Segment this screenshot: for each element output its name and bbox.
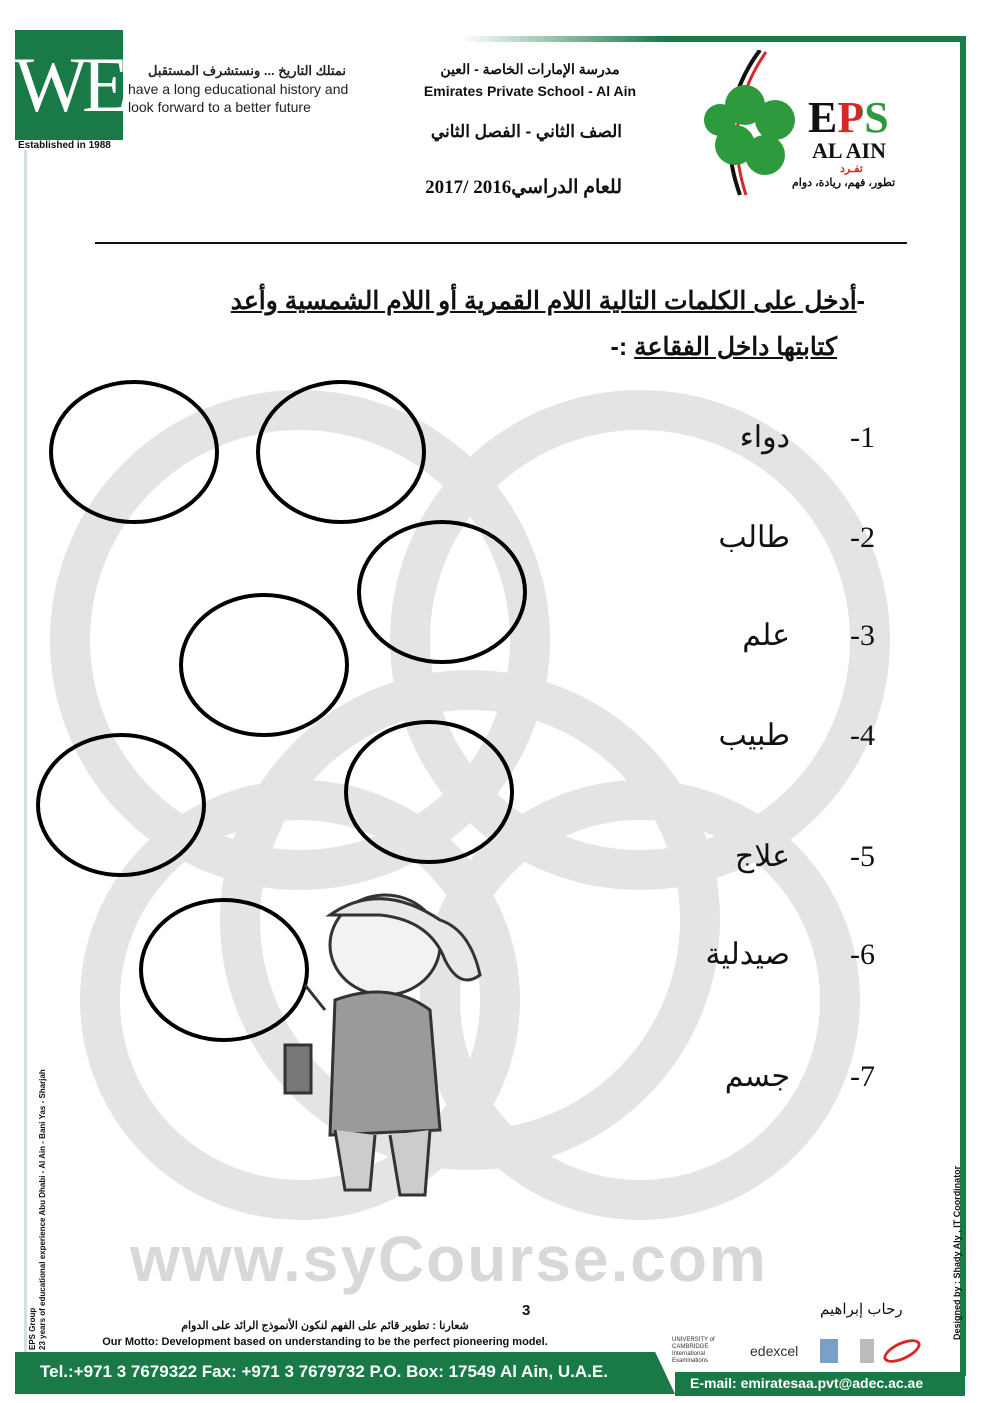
tagline-en-1: have a long educational history and xyxy=(128,81,349,97)
side-text-left xyxy=(28,1069,48,1350)
ministry-logo-icon xyxy=(860,1339,874,1363)
item-word: دواء xyxy=(739,421,790,454)
bubble-4 xyxy=(181,595,347,735)
item-word: طبيب xyxy=(718,719,790,752)
list-item xyxy=(600,718,890,753)
list-item xyxy=(600,1059,890,1094)
email: E-mail: emiratesaa.pvt@adec.ac.ae xyxy=(690,1375,924,1391)
school-name-en: Emirates Private School - Al Ain xyxy=(423,83,637,99)
academic-year: للعام الدراسي2016 /2017 xyxy=(425,177,622,198)
instruction-line-2: كتابتها داخل الفقاعة xyxy=(634,333,837,361)
bubble-6 xyxy=(346,722,512,862)
established-text: Established in 1988 xyxy=(18,140,111,151)
bubble-7 xyxy=(141,900,307,1040)
eps-text: EPS xyxy=(808,93,889,142)
tagline-ar: نمتلك التاريخ ... ونستشرف المستقبل xyxy=(148,63,346,78)
motto-ar: شعارنا : تطوير قائم على الفهم لنكون الأنموذج الرائد على الدوام xyxy=(181,1320,469,1332)
bubble-2 xyxy=(258,382,424,522)
page-number: 3 xyxy=(522,1302,531,1319)
contact-info: Tel.:+971 3 7679322 Fax: +971 3 7679732 P.O. Box: 17549 Al Ain, U.A.E. xyxy=(40,1362,608,1381)
item-number: -3 xyxy=(850,618,875,652)
item-number: -4 xyxy=(850,718,875,752)
side-text-right: Designed by : Shady Aly , IT Coordinator xyxy=(952,1165,962,1340)
item-number: -1 xyxy=(850,420,875,454)
list-item xyxy=(600,839,890,874)
cambridge-logo: UNIVERSITY of CAMBRIDGE International Examinations xyxy=(672,1337,715,1364)
adec-logo-icon xyxy=(820,1339,838,1363)
item-word: جسم xyxy=(724,1060,790,1093)
motto-en: Our Motto: Development based on understanding to be the perfect pioneering model. xyxy=(102,1336,548,1348)
grade-title: الصف الثاني - الفصل الثاني xyxy=(430,122,622,141)
tagline-en-2: look forward to a better future xyxy=(128,99,311,115)
item-number: -7 xyxy=(850,1059,875,1093)
al-ain-text: AL AIN xyxy=(812,138,886,163)
swoosh-logo-icon xyxy=(880,1334,924,1367)
watermark-text: www.syCourse.com xyxy=(130,1223,768,1295)
bubble-1 xyxy=(51,382,217,522)
item-word: صيدلية xyxy=(705,938,790,971)
instruction-prefix: - xyxy=(856,287,865,315)
side-left-1: EPS Group xyxy=(28,1307,37,1350)
slogan-2: تطور، فهم، ريادة، دوام xyxy=(792,177,896,189)
we-logo: WE xyxy=(15,30,123,140)
list-item xyxy=(600,937,890,972)
edexcel-logo: edexcel xyxy=(750,1343,799,1359)
side-left-2: 23 years of educational experience Abu Dhabi - Al Ain - Bani Yas - Sharjah xyxy=(38,1069,47,1350)
list-item xyxy=(600,420,890,455)
instruction-suffix: :- xyxy=(610,333,635,361)
item-number: -5 xyxy=(850,839,875,873)
instruction-line-1: أدخل على الكلمات التالية اللام القمرية أو اللام الشمسية وأعد xyxy=(230,287,857,315)
author-name: رحاب إبراهيم xyxy=(820,1301,903,1318)
motto xyxy=(100,1318,550,1350)
item-word: علاج xyxy=(734,840,790,873)
slogan-1: تفـرد xyxy=(840,163,863,175)
list-item xyxy=(600,618,890,653)
item-word: علم xyxy=(742,619,790,652)
item-number: -6 xyxy=(850,937,875,971)
item-number: -2 xyxy=(850,520,875,554)
school-name-ar: مدرسة الإمارات الخاصة - العين xyxy=(440,61,620,77)
partner-logos xyxy=(672,1336,962,1366)
bubble-3 xyxy=(359,522,525,662)
list-item xyxy=(600,520,890,555)
girl-blowing-bubbles-illustration xyxy=(285,895,480,1195)
bubble-5 xyxy=(38,735,204,875)
item-word: طالب xyxy=(718,521,790,554)
